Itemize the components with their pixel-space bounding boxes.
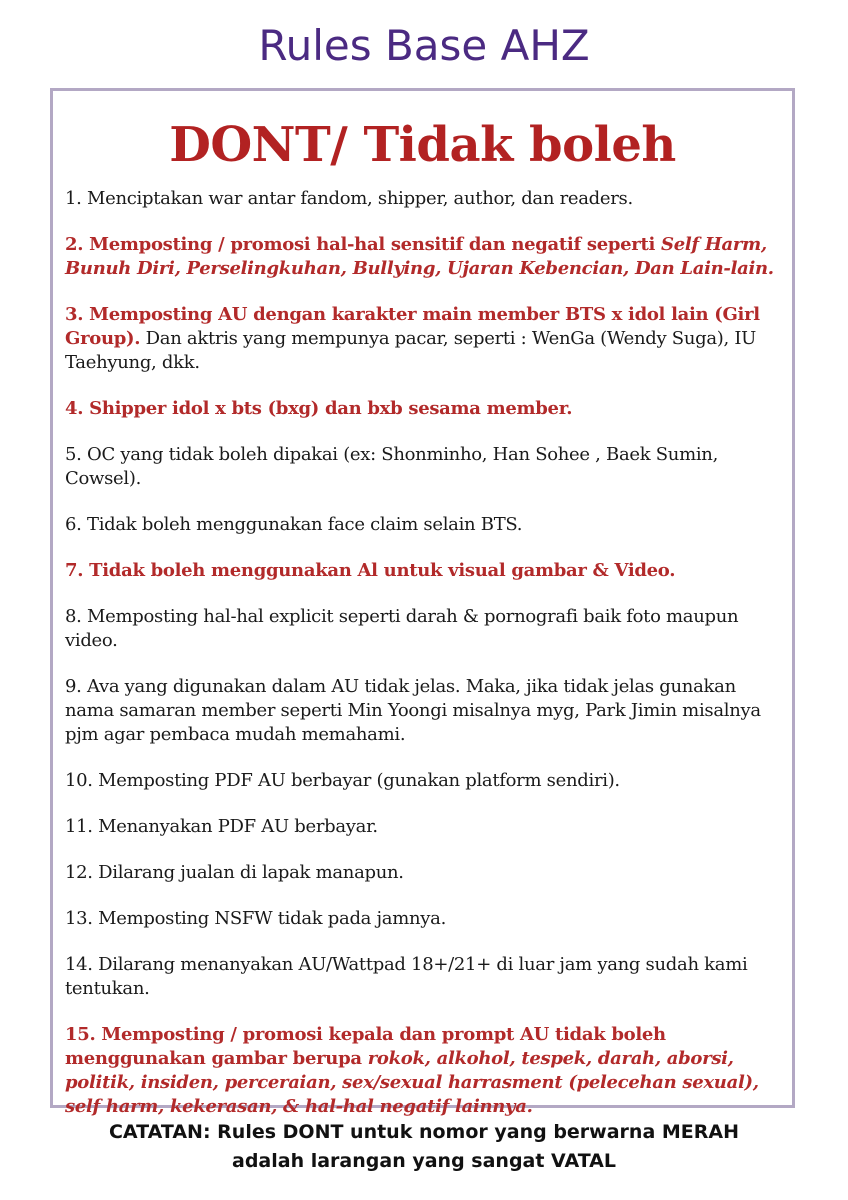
footer-note-line-1: CATATAN: Rules DONT untuk nomor yang berwarna MERAH [108, 1121, 740, 1143]
rule-7: 7. Tidak boleh menggunakan Al untuk visual gambar & Video. [65, 560, 676, 581]
rule-11: 11. Menanyakan PDF AU berbayar. [65, 816, 378, 837]
footer-note [0, 1118, 848, 1176]
rules-frame [50, 88, 795, 1117]
rule-1: 1. Menciptakan war antar fandom, shipper, author, dan readers. [65, 188, 633, 209]
footer-note-line-2: adalah larangan yang sangat VATAL [232, 1150, 616, 1172]
rule-4: 4. Shipper idol x bts (bxg) dan bxb sesama member. [65, 398, 573, 419]
rule-2-examples: Self Harm, Bunuh Diri, Perselingkuhan, Bullying, Ujaran Kebencian, Dan Lain-lain. [65, 234, 774, 279]
rule-10: 10. Memposting PDF AU berbayar (gunakan platform sendiri). [65, 770, 620, 791]
rules-list [65, 187, 790, 1141]
rule-12: 12. Dilarang jualan di lapak manapun. [65, 862, 404, 883]
rule-3-detail: Dan aktris yang mempunya pacar, seperti : WenGa (Wendy Suga), IU Taehyung, dkk. [65, 328, 757, 373]
rule-5: 5. OC yang tidak boleh dipakai (ex: Shonminho, Han Sohee , Baek Sumin, Cowsel). [65, 444, 719, 489]
page-title: Rules Base AHZ [258, 21, 590, 70]
rule-13: 13. Memposting NSFW tidak pada jamnya. [65, 908, 447, 929]
rule-8: 8. Memposting hal-hal explicit seperti darah & pornografi baik foto maupun video. [65, 606, 739, 651]
rule-6: 6. Tidak boleh menggunakan face claim selain BTS. [65, 514, 523, 535]
rules-heading: DONT/ Tidak boleh [169, 117, 676, 173]
rule-15 [65, 1023, 790, 1119]
rule-2 [65, 233, 790, 281]
rule-15-text: 15. Memposting / promosi kepala dan prompt AU tidak boleh menggunakan gambar berupa [65, 1024, 666, 1069]
rule-3 [65, 303, 790, 375]
rule-2-text: 2. Memposting / promosi hal-hal sensitif dan negatif seperti [65, 234, 662, 255]
rule-15-examples: rokok, alkohol, tespek, darah, aborsi, politik, insiden, perceraian, sex/sexual harrasment (pelecehan sexual), self harm, kekerasan, & hal-hal negatif lainnya. [65, 1048, 759, 1117]
rule-14: 14. Dilarang menanyakan AU/Wattpad 18+/21+ di luar jam yang sudah kami tentukan. [65, 954, 748, 999]
rule-3-text: 3. Memposting AU dengan karakter main member BTS x idol lain (Girl Group). [65, 304, 760, 349]
rule-9: 9. Ava yang digunakan dalam AU tidak jelas. Maka, jika tidak jelas gunakan nama samaran member seperti Min Yoongi misalnya myg, Park Jimin misalnya pjm agar pembaca mudah memahami. [65, 676, 761, 745]
